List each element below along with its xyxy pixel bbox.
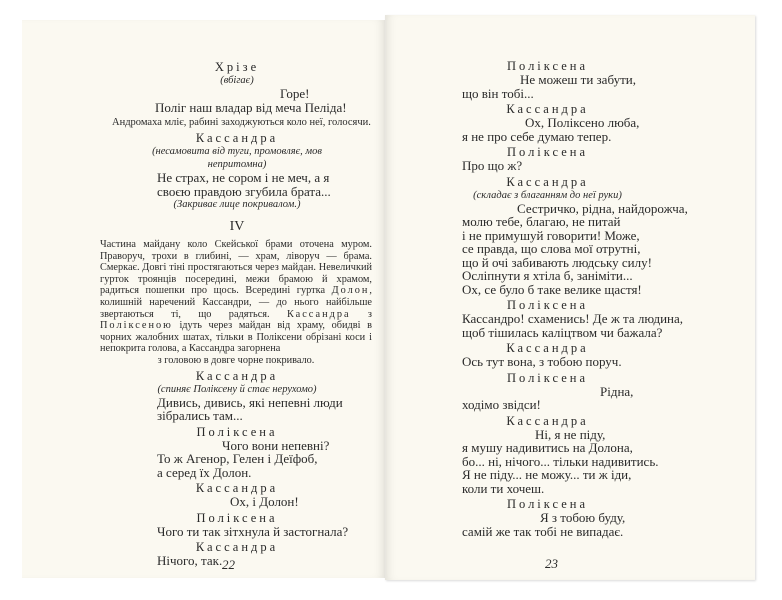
- stage-direction: (Закриває лице покривалом.): [173, 199, 301, 210]
- verse-line: Про що ж?: [462, 158, 523, 173]
- verse-line: коли ти хочеш.: [462, 480, 545, 496]
- verse-line: Чого ти так зітхнула й застогнала?: [157, 523, 349, 539]
- stage-direction: (спиняє Поліксену й стає нерухомо): [157, 383, 317, 395]
- verse-line: То ж Агенор, Гелен і Деїфоб,: [157, 451, 318, 467]
- left-page: [22, 20, 385, 578]
- verse-line: Кассандро! схаменись! Де ж та людина,: [462, 311, 683, 326]
- para-text: з головою в довге чорне покривало.: [157, 354, 315, 366]
- speaker-name: Поліксена: [506, 497, 589, 511]
- verse-line: Дивись, дивись, які непевні люди: [157, 394, 343, 410]
- verse-line: Ось тут вона, з тобою поруч.: [462, 354, 622, 369]
- verse-line: Не страх, не сором і не меч, а я: [157, 170, 330, 185]
- stage-note: Андромаха мліє, рабині заходжуються коло неї, голосячи.: [112, 117, 371, 128]
- verse-line: Не можеш ти забути,: [520, 72, 636, 87]
- speaker-name: Поліксена: [506, 370, 589, 385]
- speaker-name: Кассандра: [195, 481, 279, 496]
- verse-line: Ох, і Долон!: [230, 494, 299, 510]
- para-name: Кассандра: [286, 308, 351, 320]
- verse-line: своєю правдою згубила брата...: [157, 183, 331, 199]
- verse-line: самій же так тобі не випадає.: [462, 523, 624, 539]
- speaker-name: Кассандра: [195, 540, 279, 555]
- speaker-name: Поліксена: [196, 510, 278, 525]
- scene-description: [100, 239, 372, 367]
- verse-line: Нічого, так.: [157, 553, 223, 569]
- speaker-name: Кассандра: [506, 413, 589, 428]
- verse-line: Я з тобою буду,: [540, 510, 626, 525]
- verse-line: Рідна,: [600, 383, 634, 399]
- para-text: , колишній наречений Кассандри, — до нього найбільше звертаються ті, що радяться.: [100, 285, 372, 320]
- verse-line: Ох, Поліксено люба,: [525, 115, 640, 130]
- verse-line: Сестричко, рідна, найдорожча,: [517, 200, 688, 216]
- speaker-name: Поліксена: [506, 59, 589, 73]
- verse-line: і не примушуй говорити! Може,: [462, 227, 640, 243]
- verse-line: Поліг наш владар від меча Пеліда!: [155, 99, 347, 115]
- verse-line: Ох, се було б таке велике щастя!: [462, 281, 642, 297]
- verse-line: я мушу надивитись на Долона,: [462, 440, 633, 455]
- speaker-name: Кассандра: [506, 102, 589, 116]
- verse-line: зібрались там...: [157, 408, 243, 424]
- speaker-name: Поліксена: [506, 145, 589, 159]
- verse-line: Я не піду... не можу... ти ж іди,: [462, 467, 632, 482]
- verse-line: я не про себе думаю тепер.: [462, 128, 612, 144]
- verse-line: Осліпнути я хтіла б, заніміти...: [462, 268, 633, 283]
- verse-line: Чого вони непевні?: [222, 437, 330, 453]
- left-text-column: [100, 58, 372, 569]
- para-name: Долон: [331, 285, 370, 297]
- verse-line: Ні, я не піду,: [535, 426, 606, 442]
- page-number: 22: [222, 557, 235, 572]
- verse-line: молю тебе, благаю, не питай: [462, 214, 621, 229]
- verse-line: бо... ні, нічого... тільки надивитись.: [462, 453, 659, 469]
- verse-line: щоб тішилась каліцтвом чи бажала?: [462, 324, 663, 340]
- para-text: Частина майдану коло Скейської брами оточена муром. Праворуч, трохи в глибині, — храм, ліворуч — брама. Смеркає. Довгі тіні простягаються через майдан. Невеличкий гурток троянців посередині, межи брамою й храмом, радиться пошепки про щось. Всередині гуртка: [100, 239, 372, 297]
- verse-line: се правда, що слова мої отрутні,: [462, 241, 641, 256]
- speaker-name: Хрізе: [214, 60, 260, 74]
- speaker-name: Кассандра: [195, 368, 279, 383]
- verse-line: ходімо звідси!: [462, 397, 541, 412]
- stage-direction: (вбігає): [220, 75, 254, 86]
- verse-line: що він тобі...: [462, 85, 534, 101]
- stage-direction: (складає з благанням до неї руки): [473, 189, 622, 201]
- para-text: з: [350, 308, 372, 320]
- right-text-column: [440, 57, 688, 539]
- verse-line: Горе!: [280, 86, 310, 101]
- act-number: IV: [229, 219, 245, 234]
- speaker-name: Кассандра: [506, 341, 589, 355]
- right-page: [385, 15, 755, 580]
- para-text: ідуть через майдан від храму, обидві в чорних жалобних шатах, тільки в Поліксени обрізані коси і непокрита голова, а Кассандра загорнена: [100, 320, 372, 355]
- speaker-name: Кассандра: [506, 174, 589, 189]
- verse-line: а серед їх Долон.: [157, 464, 252, 480]
- page-number: 23: [545, 556, 558, 571]
- verse-line: що й очі забивають людську силу!: [462, 254, 652, 270]
- speaker-name: Поліксена: [506, 298, 589, 312]
- speaker-name: Кассандра: [195, 131, 279, 145]
- para-name: Поліксеною: [100, 320, 173, 332]
- stage-direction: (несамовита від туги, промовляє, мов непритомна): [152, 146, 322, 170]
- speaker-name: Поліксена: [196, 424, 278, 439]
